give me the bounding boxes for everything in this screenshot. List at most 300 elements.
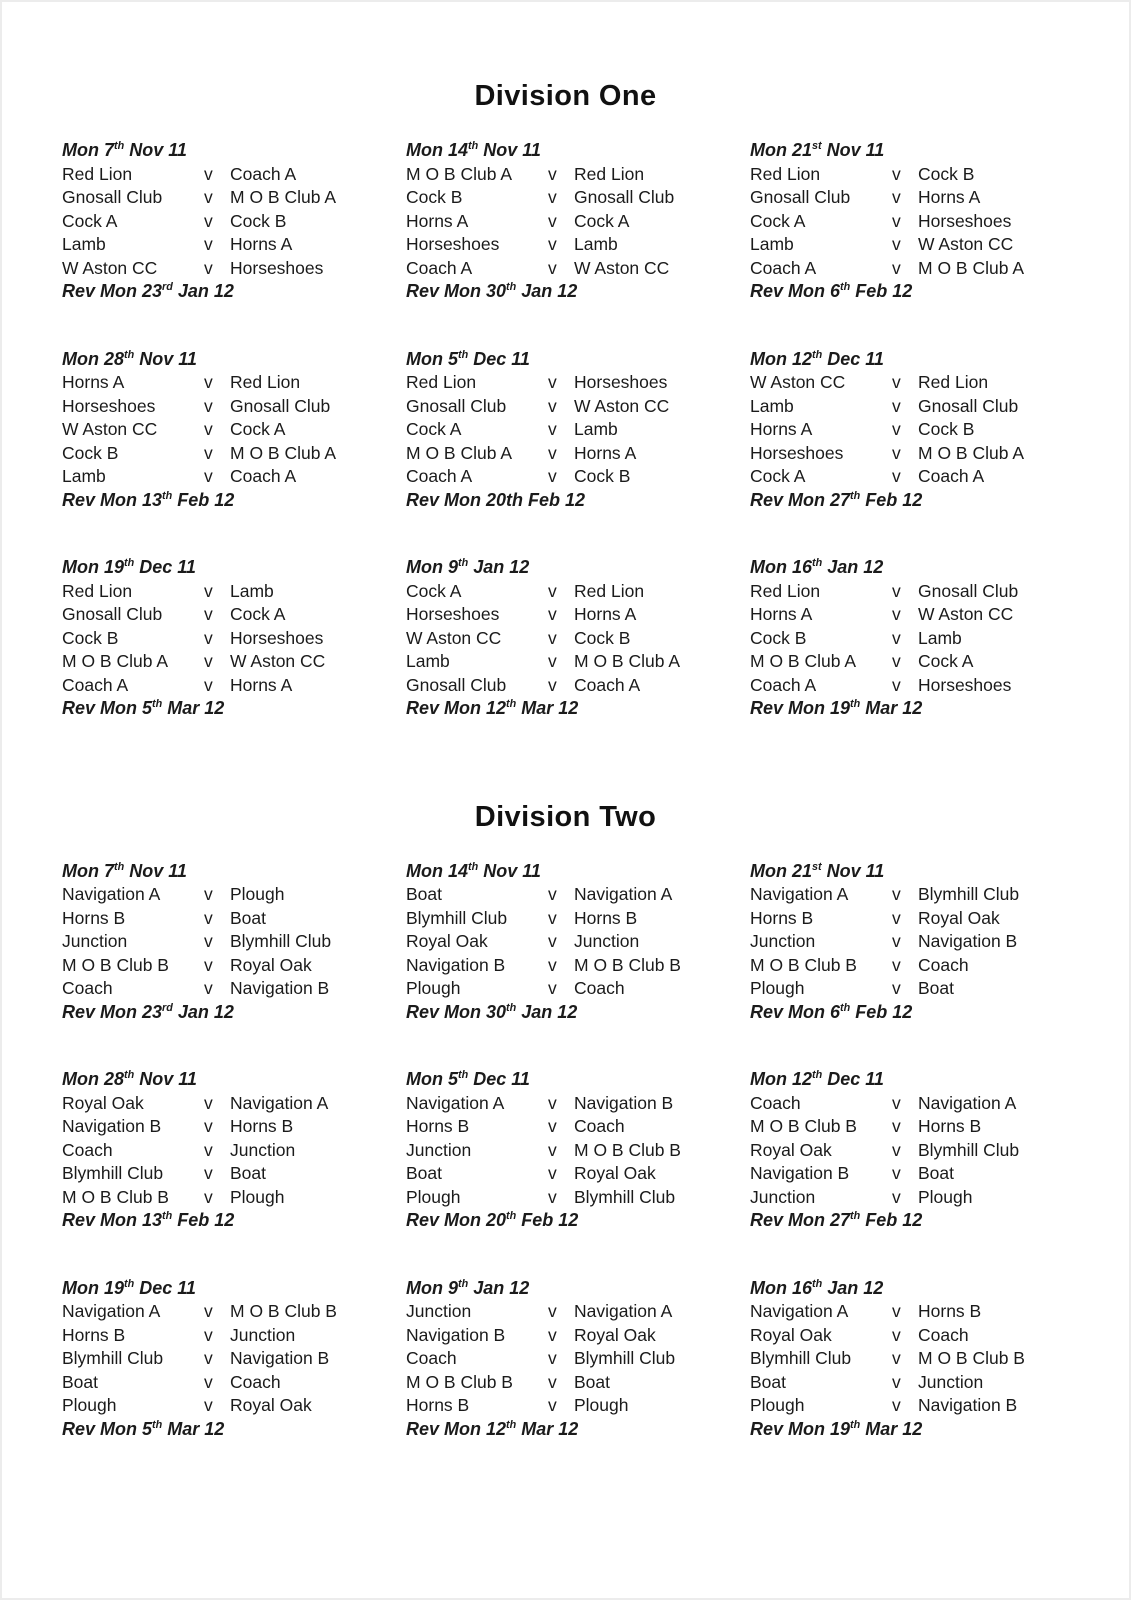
home-team: Cock A	[750, 210, 806, 231]
home-team: Blymhill Club	[750, 1348, 852, 1368]
versus-label: v	[892, 1186, 901, 1207]
fixture-row	[750, 418, 1093, 442]
home-team: Junction	[62, 931, 128, 951]
fixture-row	[62, 674, 406, 698]
fixture-date-heading: Mon 14th Nov 11	[406, 860, 541, 881]
away-team: Horns A	[230, 674, 293, 695]
away-team: M O B Club A	[230, 187, 337, 207]
fixture-row	[62, 465, 406, 489]
versus-label: v	[892, 978, 901, 998]
home-team: Coach	[750, 1092, 801, 1113]
versus-label: v	[892, 442, 901, 463]
home-team: Navigation A	[750, 884, 849, 904]
away-team: Coach	[574, 978, 625, 998]
fixture-block	[750, 348, 1093, 513]
away-team: Horns A	[918, 187, 981, 207]
fixture-row	[62, 627, 406, 651]
fixture-block	[406, 860, 750, 1025]
versus-label: v	[548, 1092, 557, 1113]
fixture-row	[750, 1347, 1093, 1371]
home-team: Horns A	[62, 372, 125, 392]
home-team: W Aston CC	[62, 419, 158, 439]
versus-label: v	[892, 1348, 901, 1368]
fixture-row	[406, 465, 750, 489]
home-team: Cock A	[750, 466, 806, 486]
versus-label: v	[204, 954, 213, 975]
fixture-row	[750, 186, 1093, 210]
division-two-title: Division Two	[474, 800, 657, 833]
away-team: Cock B	[918, 163, 975, 184]
reverse-date-note: Rev Mon 30th Jan 12	[406, 281, 578, 301]
fixture-row	[406, 674, 750, 698]
versus-label: v	[204, 1371, 213, 1392]
home-team: Navigation B	[406, 1324, 506, 1345]
home-team: Coach A	[750, 257, 817, 278]
home-team: Horseshoes	[406, 234, 500, 254]
home-team: Blymhill Club	[62, 1163, 164, 1183]
versus-label: v	[204, 978, 213, 998]
versus-label: v	[548, 1163, 557, 1183]
reverse-date-note: Rev Mon 20th Feb 12	[406, 1210, 579, 1230]
versus-label: v	[204, 1163, 213, 1183]
fixture-row	[750, 627, 1093, 651]
home-team: Blymhill Club	[406, 907, 508, 928]
fixture-row	[62, 163, 406, 187]
fixture-row	[62, 650, 406, 674]
away-team: M O B Club A	[574, 651, 681, 671]
away-team: Horseshoes	[918, 674, 1012, 695]
fixture-row	[406, 954, 750, 978]
home-team: Plough	[406, 978, 461, 998]
away-team: Blymhill Club	[230, 931, 332, 951]
reverse-date-note: Rev Mon 5th Mar 12	[62, 1418, 225, 1439]
home-team: Plough	[750, 978, 805, 998]
home-team: Lamb	[750, 234, 794, 254]
fixture-row	[750, 257, 1093, 281]
fixture-row	[750, 395, 1093, 419]
home-team: Junction	[750, 931, 816, 951]
away-team: Royal Oak	[574, 1324, 656, 1345]
away-team: Cock A	[230, 419, 286, 439]
versus-label: v	[892, 187, 901, 207]
home-team: Royal Oak	[62, 1092, 144, 1113]
fixture-row	[406, 1300, 750, 1324]
fixture-row	[750, 1139, 1093, 1163]
versus-label: v	[892, 1301, 901, 1321]
fixture-date-heading: Mon 28th Nov 11	[62, 348, 197, 369]
fixture-date-heading: Mon 12th Dec 11	[750, 1069, 884, 1089]
away-team: M O B Club B	[574, 1139, 681, 1160]
home-team: Horns B	[62, 907, 126, 928]
away-team: Red Lion	[230, 372, 301, 392]
fixture-date-heading: Mon 9th Jan 12	[406, 1277, 530, 1298]
versus-label: v	[548, 466, 557, 486]
home-team: Navigation A	[406, 1092, 505, 1113]
away-team: W Aston CC	[230, 651, 326, 671]
fixture-row	[750, 1186, 1093, 1210]
fixture-row	[62, 233, 406, 257]
versus-label: v	[548, 1301, 557, 1321]
away-team: Blymhill Club	[574, 1186, 676, 1207]
away-team: Blymhill Club	[918, 884, 1020, 904]
away-team: Navigation A	[230, 1092, 329, 1113]
fixture-row	[750, 674, 1093, 698]
fixture-date-heading: Mon 5th Dec 11	[406, 348, 530, 369]
away-team: Navigation B	[574, 1092, 674, 1113]
fixture-row	[62, 907, 406, 931]
home-team: Horns A	[406, 210, 469, 231]
fixture-row	[406, 1371, 750, 1395]
versus-label: v	[204, 466, 213, 486]
away-team: Royal Oak	[574, 1163, 656, 1183]
away-team: Junction	[230, 1324, 296, 1345]
fixture-row	[406, 163, 750, 187]
away-team: Cock B	[574, 466, 631, 486]
away-team: Cock A	[918, 651, 974, 671]
fixture-row	[750, 1092, 1093, 1116]
fixture-row	[406, 257, 750, 281]
fixture-date-heading: Mon 19th Dec 11	[62, 1277, 196, 1298]
versus-label: v	[892, 466, 901, 486]
away-team: Blymhill Club	[574, 1348, 676, 1368]
away-team: Coach	[918, 954, 969, 975]
versus-label: v	[204, 931, 213, 951]
versus-label: v	[548, 884, 557, 904]
away-team: Navigation B	[230, 978, 330, 998]
home-team: Red Lion	[750, 580, 821, 601]
away-team: Royal Oak	[918, 907, 1000, 928]
away-team: W Aston CC	[918, 234, 1014, 254]
fixture-row	[406, 371, 750, 395]
home-team: Boat	[406, 1163, 442, 1183]
home-team: Horns B	[62, 1324, 126, 1345]
away-team: Royal Oak	[230, 1395, 312, 1415]
reverse-date-note: Rev Mon 12th Mar 12	[406, 698, 579, 718]
division-one-blocks	[62, 139, 1129, 721]
home-team: Navigation A	[750, 1301, 849, 1321]
reverse-date-note: Rev Mon 12th Mar 12	[406, 1418, 579, 1439]
versus-label: v	[548, 674, 557, 695]
away-team: Red Lion	[574, 580, 645, 601]
fixture-row	[406, 907, 750, 931]
versus-label: v	[548, 1139, 557, 1160]
away-team: W Aston CC	[918, 604, 1014, 624]
away-team: Navigation A	[918, 1092, 1017, 1113]
versus-label: v	[548, 419, 557, 439]
home-team: Cock A	[62, 210, 118, 231]
versus-label: v	[892, 1163, 901, 1183]
away-team: Plough	[230, 1186, 285, 1207]
fixture-row	[406, 186, 750, 210]
fixture-row	[750, 442, 1093, 466]
versus-label: v	[548, 372, 557, 392]
away-team: Gnosall Club	[574, 187, 675, 207]
versus-label: v	[548, 978, 557, 998]
fixture-row	[406, 1115, 750, 1139]
away-team: Coach A	[918, 466, 985, 486]
home-team: Blymhill Club	[62, 1348, 164, 1368]
fixture-row	[750, 1162, 1093, 1186]
away-team: Boat	[918, 1163, 954, 1183]
versus-label: v	[204, 419, 213, 439]
versus-label: v	[892, 1139, 901, 1160]
home-team: Coach A	[750, 674, 817, 695]
fixture-row	[406, 210, 750, 234]
fixture-row	[750, 907, 1093, 931]
home-team: Gnosall Club	[62, 604, 163, 624]
fixture-row	[406, 650, 750, 674]
fixture-row	[62, 1324, 406, 1348]
fixture-block	[750, 1068, 1093, 1233]
home-team: Cock B	[750, 627, 807, 648]
versus-label: v	[892, 163, 901, 184]
versus-label: v	[204, 210, 213, 231]
versus-label: v	[204, 627, 213, 648]
versus-label: v	[892, 674, 901, 695]
fixture-row	[750, 930, 1093, 954]
home-team: Horns B	[406, 1116, 470, 1136]
versus-label: v	[892, 1324, 901, 1345]
reverse-date-note: Rev Mon 13th Feb 12	[62, 489, 235, 510]
versus-label: v	[204, 1116, 213, 1136]
versus-label: v	[548, 651, 557, 671]
fixture-row	[406, 603, 750, 627]
fixture-date-heading: Mon 12th Dec 11	[750, 348, 884, 369]
away-team: Plough	[918, 1186, 973, 1207]
fixture-block	[750, 1277, 1093, 1442]
versus-label: v	[892, 1371, 901, 1392]
fixture-row	[62, 442, 406, 466]
fixture-row	[406, 1394, 750, 1418]
fixture-row	[62, 580, 406, 604]
fixture-block	[62, 1277, 406, 1442]
versus-label: v	[892, 1092, 901, 1113]
versus-label: v	[892, 627, 901, 648]
fixture-date-heading: Mon 5th Dec 11	[406, 1069, 530, 1089]
versus-label: v	[892, 604, 901, 624]
versus-label: v	[548, 580, 557, 601]
versus-label: v	[548, 187, 557, 207]
fixture-row	[406, 1162, 750, 1186]
reverse-date-note: Rev Mon 6th Feb 12	[750, 1001, 913, 1022]
versus-label: v	[892, 395, 901, 416]
versus-label: v	[548, 954, 557, 975]
home-team: Gnosall Club	[750, 187, 851, 207]
versus-label: v	[204, 1092, 213, 1113]
away-team: Navigation A	[574, 1301, 673, 1321]
away-team: Horns B	[574, 907, 638, 928]
away-team: Boat	[230, 907, 266, 928]
away-team: M O B Club A	[918, 257, 1025, 278]
home-team: Horseshoes	[750, 442, 844, 463]
fixture-row	[406, 1186, 750, 1210]
away-team: M O B Club A	[918, 442, 1025, 463]
reverse-date-note: Rev Mon 23rd Jan 12	[62, 281, 234, 301]
reverse-date-note: Rev Mon 6th Feb 12	[750, 281, 913, 301]
fixture-row	[62, 1162, 406, 1186]
versus-label: v	[548, 1324, 557, 1345]
home-team: Coach A	[406, 257, 473, 278]
fixture-row	[750, 1300, 1093, 1324]
away-team: Boat	[230, 1163, 266, 1183]
home-team: M O B Club A	[62, 651, 169, 671]
home-team: Royal Oak	[406, 931, 488, 951]
home-team: M O B Club B	[406, 1371, 513, 1392]
home-team: Boat	[406, 884, 442, 904]
fixture-row	[750, 233, 1093, 257]
fixture-row	[406, 1092, 750, 1116]
versus-label: v	[892, 884, 901, 904]
away-team: Lamb	[918, 627, 962, 648]
fixture-row	[62, 257, 406, 281]
reverse-date-note: Rev Mon 27th Feb 12	[750, 1210, 923, 1230]
versus-label: v	[548, 627, 557, 648]
reverse-date-note: Rev Mon 30th Jan 12	[406, 1001, 578, 1022]
away-team: Lamb	[574, 234, 618, 254]
division-one-title: Division One	[474, 80, 657, 112]
fixture-row	[62, 418, 406, 442]
home-team: Junction	[406, 1139, 472, 1160]
fixture-block	[62, 348, 406, 513]
fixture-row	[750, 1324, 1093, 1348]
versus-label: v	[548, 1186, 557, 1207]
versus-label: v	[892, 210, 901, 231]
fixture-row	[62, 1186, 406, 1210]
fixture-block	[406, 348, 750, 513]
fixture-row	[62, 1115, 406, 1139]
division-two-blocks	[62, 860, 1129, 1442]
fixture-block	[62, 139, 406, 304]
fixture-row	[62, 371, 406, 395]
away-team: Gnosall Club	[918, 395, 1019, 416]
fixture-block	[750, 556, 1093, 721]
fixture-block	[62, 1068, 406, 1233]
versus-label: v	[892, 954, 901, 975]
fixture-row	[406, 1139, 750, 1163]
versus-label: v	[204, 257, 213, 278]
versus-label: v	[204, 1139, 213, 1160]
home-team: Cock A	[406, 580, 462, 601]
fixture-row	[750, 977, 1093, 1001]
versus-label: v	[204, 651, 213, 671]
versus-label: v	[548, 1371, 557, 1392]
away-team: Horns B	[918, 1116, 982, 1136]
home-team: Coach	[406, 1348, 457, 1368]
home-team: Coach	[62, 1139, 113, 1160]
home-team: Junction	[750, 1186, 816, 1207]
versus-label: v	[204, 604, 213, 624]
versus-label: v	[204, 1348, 213, 1368]
versus-label: v	[892, 1116, 901, 1136]
away-team: Navigation B	[230, 1348, 330, 1368]
versus-label: v	[204, 187, 213, 207]
versus-label: v	[204, 580, 213, 601]
away-team: Cock A	[230, 604, 286, 624]
reverse-date-note: Rev Mon 5th Mar 12	[62, 698, 225, 718]
fixture-row	[750, 580, 1093, 604]
home-team: M O B Club A	[406, 442, 513, 463]
fixture-date-heading: Mon 7th Nov 11	[62, 860, 187, 881]
versus-label: v	[204, 163, 213, 184]
fixture-row	[406, 930, 750, 954]
fixture-row	[62, 186, 406, 210]
fixture-block	[406, 1068, 750, 1233]
away-team: Gnosall Club	[918, 580, 1019, 601]
home-team: Coach A	[406, 466, 473, 486]
fixture-date-heading: Mon 19th Dec 11	[62, 557, 196, 577]
versus-label: v	[892, 907, 901, 928]
away-team: Coach A	[574, 674, 641, 695]
home-team: Cock B	[62, 442, 119, 463]
fixture-row	[62, 1371, 406, 1395]
home-team: W Aston CC	[406, 627, 502, 648]
versus-label: v	[892, 419, 901, 439]
fixture-date-heading: Mon 9th Jan 12	[406, 557, 530, 577]
reverse-date-note: Rev Mon 19th Mar 12	[750, 1418, 923, 1439]
away-team: Coach A	[230, 466, 297, 486]
home-team: Horns A	[750, 604, 813, 624]
reverse-date-note: Rev Mon 19th Mar 12	[750, 698, 923, 718]
fixture-row	[750, 603, 1093, 627]
fixture-row	[62, 1092, 406, 1116]
home-team: Horseshoes	[406, 604, 500, 624]
fixture-row	[406, 1347, 750, 1371]
home-team: M O B Club B	[750, 1116, 857, 1136]
fixture-row	[406, 1324, 750, 1348]
away-team: Navigation B	[918, 1395, 1018, 1415]
reverse-date-note: Rev Mon 27th Feb 12	[750, 489, 923, 510]
versus-label: v	[892, 931, 901, 951]
versus-label: v	[548, 257, 557, 278]
away-team: Coach	[230, 1371, 281, 1392]
away-team: Horns B	[918, 1301, 982, 1321]
fixture-row	[406, 233, 750, 257]
fixture-row	[406, 883, 750, 907]
fixture-row	[750, 465, 1093, 489]
home-team: Navigation B	[750, 1163, 850, 1183]
fixture-row	[406, 627, 750, 651]
versus-label: v	[204, 395, 213, 416]
fixture-row	[62, 1347, 406, 1371]
versus-label: v	[548, 1116, 557, 1136]
reverse-date-note: Rev Mon 13th Feb 12	[62, 1210, 235, 1230]
fixture-block	[406, 139, 750, 304]
away-team: M O B Club A	[230, 442, 337, 463]
versus-label: v	[204, 442, 213, 463]
fixture-row	[406, 442, 750, 466]
reverse-date-note: Rev Mon 23rd Jan 12	[62, 1001, 234, 1022]
versus-label: v	[548, 604, 557, 624]
versus-label: v	[548, 1348, 557, 1368]
away-team: Horseshoes	[230, 257, 324, 278]
away-team: Red Lion	[918, 372, 989, 392]
versus-label: v	[892, 257, 901, 278]
versus-label: v	[548, 442, 557, 463]
away-team: Horns A	[574, 442, 637, 463]
away-team: Horseshoes	[230, 627, 324, 648]
away-team: Navigation A	[574, 884, 673, 904]
home-team: M O B Club A	[750, 651, 857, 671]
fixture-row	[750, 650, 1093, 674]
fixture-row	[62, 1139, 406, 1163]
fixture-block	[406, 556, 750, 721]
home-team: Red Lion	[750, 163, 821, 184]
versus-label: v	[204, 1186, 213, 1207]
away-team: Lamb	[230, 580, 274, 601]
fixture-row	[62, 1394, 406, 1418]
away-team: Coach A	[230, 163, 297, 184]
home-team: W Aston CC	[62, 257, 158, 278]
